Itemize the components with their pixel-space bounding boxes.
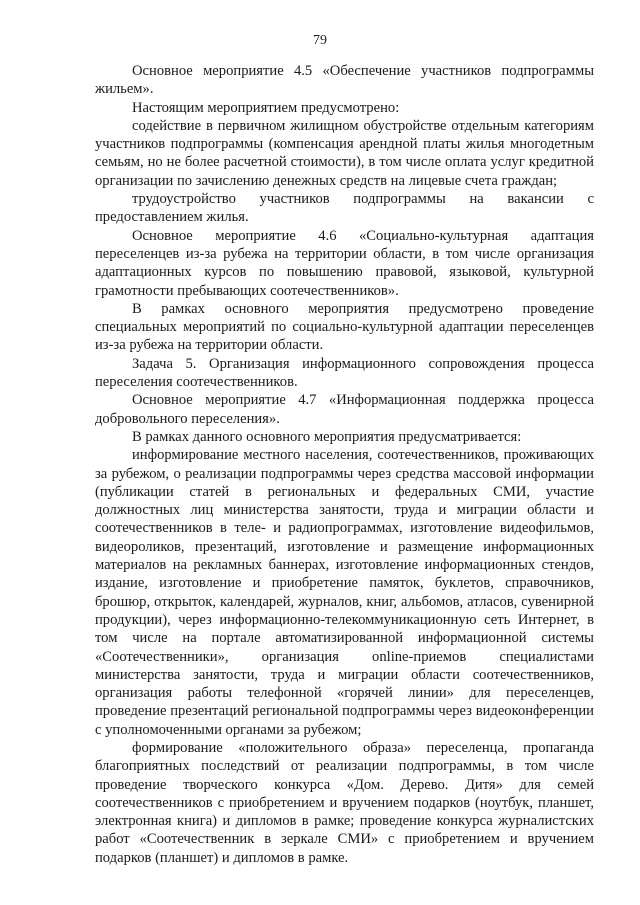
paragraph-informing: информирование местного населения, соотечественников, проживающих за рубежом, о реализации подпрограммы через средства массовой информации (публикации статей в региональных и федеральных СМИ, участие должностных лиц министерства занятости, труда и миграции области и соотечественников в теле- и радиопрограммах, изготовление видеофильмов, видеороликов, презентаций, изготовление и размещение информационных материалов на рекламных баннерах, изготовление информационных стендов, издание, изготовление и приобретение памяток, буклетов, справочников, брошюр, открыток, календарей, журналов, книг, альбомов, атласов, сувенирной продукции), через информационно-телекоммуникационную сеть Интернет, в том числе на портале автоматизированной информационной системы «Соотечественники», организация online-приемов специалистами министерства занятости, труда и миграции области соотечественников, организация работы телефонной «горячей линии» для переселенцев, проведение презентаций региональной подпрограммы через видеоконференции с уполномоченными органами за рубежом; — [95, 447, 594, 738]
paragraph-measure-4-6: Основное мероприятие 4.6 «Социально-культурная адаптация переселенцев из-за рубежа на территории области, в том числе организация адаптационных курсов по повышению правовой, языковой, культурной грамотности пребывающих соотечественников». — [95, 227, 594, 299]
paragraph-adaptation-events: В рамках основного мероприятия предусмотрено проведение специальных мероприятий по социально-культурной адаптации переселенцев из-за рубежа на территории области. — [95, 300, 594, 354]
document-body — [95, 62, 594, 867]
page-number: 79 — [313, 33, 327, 48]
paragraph-employment: трудоустройство участников подпрограммы на вакансии с предоставлением жилья. — [95, 191, 594, 226]
paragraph-positive-image: формирование «положительного образа» переселенца, пропаганда благоприятных последствий от реализации подпрограммы, в том числе проведение творческого конкурса «Дом. Дерево. Дитя» для семей соотечественников с приобретением и вручением подарков (ноутбук, планшет, электронная книга) и дипломов в рамке; проведение конкурса журналистских работ «Соотечественник в зеркале СМИ» с приобретением и вручением подарков (планшет) и дипломов в рамке. — [95, 739, 594, 866]
paragraph-measure-4-5: Основное мероприятие 4.5 «Обеспечение участников подпрограммы жильем». — [95, 63, 594, 98]
paragraph-task-5: Задача 5. Организация информационного сопровождения процесса переселения соотечественников. — [95, 355, 594, 391]
paragraph-provided: Настоящим мероприятием предусмотрено: — [132, 99, 400, 116]
paragraph-provided-within: В рамках данного основного мероприятия предусматривается: — [132, 428, 522, 445]
paragraph-housing-assistance: содействие в первичном жилищном обустройстве отдельным категориям участников подпрограммы (компенсация арендной платы жилья многодетным семьям, но не более расчетной стоимости), в том числе оплата услуг кредитной организации по зачислению денежных средств на лицевые счета граждан; — [95, 117, 594, 189]
paragraph-measure-4-7: Основное мероприятие 4.7 «Информационная поддержка процесса добровольного переселения». — [95, 392, 594, 427]
